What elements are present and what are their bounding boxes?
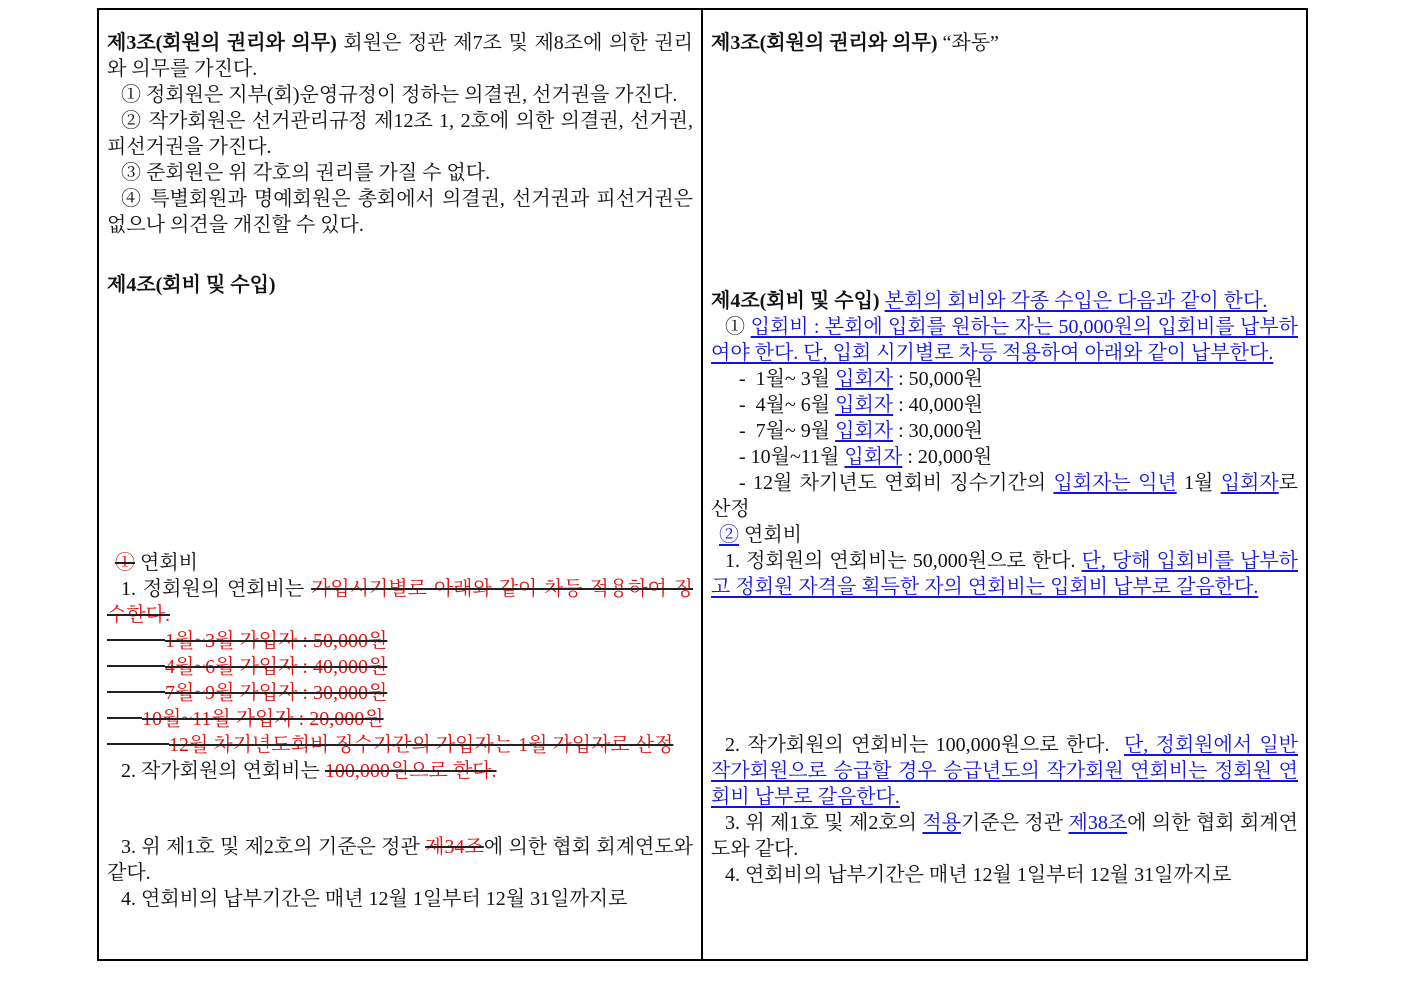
deleted-row-3	[107, 680, 693, 706]
old-article3-item2: ② 작가회원은 선거관리규정 제12조 1, 2호에 의한 의결권, 선거권, 피선거권을 가진다.	[107, 110, 693, 158]
new-item1-paragraph	[711, 548, 1298, 600]
deleted-row-5	[107, 732, 693, 758]
new-fee-row-2	[711, 392, 1298, 418]
new-item3-paragraph	[711, 810, 1298, 862]
new-fee-row-4	[711, 444, 1298, 470]
annual-fee-label: 연회비	[739, 524, 802, 546]
new-article3-paragraph	[711, 30, 1298, 56]
new-item3-inserted-word-2: 제38조	[1068, 812, 1128, 834]
new-item2-inserted-text: 단, 정회원에서 일반작가회원으로 승급할 경우 승급년도의 작가회원 연회비는 정회원 연회비 납부로 갈음한다.	[711, 734, 1299, 808]
old-item2-deleted-text: 100,000원으로 한다.	[324, 760, 497, 782]
old-article3-item3: ③ 준회원은 위 각호의 권리를 가질 수 없다.	[121, 162, 491, 184]
new-article4-inserted-text: 본회의 회비와 각종 수입은 다음과 같이 한다.	[884, 290, 1268, 312]
annual-fee-label: 연회비	[135, 552, 198, 574]
new-fee-row-3	[711, 418, 1298, 444]
new-entry-fee-marker: ①	[725, 316, 751, 338]
row-inserted-word-2: 입회자	[1220, 472, 1279, 494]
row-suffix: : 30,000원	[893, 420, 983, 442]
strike-lead-line	[107, 743, 169, 745]
row-inserted-word: 입회자는 익년	[1053, 472, 1177, 494]
new-item2-paragraph	[711, 732, 1298, 810]
old-article3-paragraph	[107, 30, 693, 82]
old-item3-suffix: 에 의한 협회 회계연도와 같다.	[107, 836, 694, 884]
row-middle: 1월	[1176, 472, 1221, 494]
old-item3-prefix: 3. 위 제1호 및 제2호의 기준은 정관	[121, 836, 426, 858]
new-item4-paragraph: 4. 연회비의 납부기간은 매년 12월 1일부터 12월 31일까지로	[725, 864, 1232, 886]
old-text-column	[99, 10, 703, 959]
revised-text-column	[703, 10, 1306, 959]
row-suffix: : 20,000원	[902, 446, 993, 468]
old-article4-title-paragraph	[107, 272, 693, 298]
old-item3-paragraph	[107, 834, 693, 886]
old-item3-deleted-text: 제34조	[425, 836, 484, 858]
row-inserted-word: 입회자	[844, 446, 903, 468]
new-item3-suffix: 에 의한 협회 회계연도와 같다.	[711, 812, 1298, 860]
new-annual-fee-heading	[711, 522, 1298, 548]
row-inserted-word: 입회자	[835, 420, 894, 442]
old-article3-title: 제3조(회원의 권리와 의무)	[107, 32, 337, 54]
old-article3-item1: ① 정회원은 지부(회)운영규정이 정하는 의결권, 선거권을 가진다.	[121, 84, 678, 106]
new-item2-prefix: 2. 작가회원의 연회비는 100,000원으로 한다.	[725, 734, 1124, 756]
deleted-row-text: 4월~6월 가입자 : 40,000원	[165, 656, 388, 678]
old-article3-item4: ④ 특별회원과 명예회원은 총회에서 의결권, 선거권과 피선거권은 없으나 의견을 개진할 수 있다.	[107, 188, 693, 236]
row-prefix: - 10월~11월	[739, 446, 845, 468]
old-article4-title: 제4조(회비 및 수입)	[107, 274, 276, 296]
row-inserted-word: 입회자	[835, 368, 894, 390]
old-item2-prefix: 2. 작가회원의 연회비는	[121, 760, 325, 782]
deleted-row-text: 7월~9월 가입자 : 30,000원	[165, 682, 388, 704]
deleted-row-text: 10월~11월 가입자 : 20,000원	[142, 708, 384, 730]
strike-lead-line	[107, 691, 165, 693]
old-item1-paragraph	[107, 576, 693, 628]
new-entry-fee-paragraph	[711, 314, 1298, 366]
row-suffix: : 40,000원	[893, 394, 983, 416]
row-suffix: : 50,000원	[893, 368, 983, 390]
new-article4-title-paragraph	[711, 288, 1298, 314]
old-item1-deleted-text: 가입시기별로 아래와 같이 차등 적용하여 징수한다.	[107, 578, 693, 626]
new-item1-inserted-text: 단, 당해 입회비를 납부하고 정회원 자격을 획득한 자의 연회비는 입회비 납부로 갈음한다.	[711, 550, 1298, 598]
deleted-row-text: 12월 차기년도회비 징수기간의 가입자는 1월 가입자로 산정	[169, 734, 674, 756]
row-prefix: - 12월 차기년도 연회비 징수기간의	[739, 472, 1054, 494]
row-prefix: - 7월~ 9월	[739, 420, 836, 442]
strike-lead-line	[107, 717, 142, 719]
new-item1-prefix: 1. 정회원의 연회비는 50,000원으로 한다.	[725, 550, 1082, 572]
deleted-row-4	[107, 706, 693, 732]
new-item3-middle: 기준은 정관	[961, 812, 1069, 834]
old-item4-paragraph: 4. 연회비의 납부기간은 매년 12월 1일부터 12월 31일까지로	[121, 888, 628, 910]
row-suffix: 로 산정	[711, 472, 1298, 520]
old-annual-fee-heading	[107, 550, 693, 576]
new-entry-fee-inserted-text: 입회비 : 본회에 입회를 원하는 자는 50,000원의 입회비를 납부하여야 한다. 단, 입회 시기별로 차등 적용하여 아래와 같이 납부한다.	[711, 316, 1299, 364]
deleted-marker: ①	[115, 552, 135, 574]
new-article3-same-as-left: “좌동”	[937, 32, 999, 54]
inserted-marker: ②	[719, 524, 739, 546]
old-item1-prefix: 1. 정회원의 연회비는	[121, 578, 312, 600]
row-prefix: - 4월~ 6월	[739, 394, 836, 416]
old-article3-body: 회원은 정관 제7조 및 제8조에 의한 권리와 의무를 가진다.	[107, 32, 693, 80]
old-item2-paragraph	[107, 758, 693, 784]
deleted-row-2	[107, 654, 693, 680]
strike-lead-line	[107, 639, 165, 641]
regulation-comparison-table	[97, 8, 1308, 961]
row-inserted-word: 입회자	[835, 394, 894, 416]
new-fee-row-1	[711, 366, 1298, 392]
new-fee-row-5	[711, 470, 1298, 522]
new-article4-title: 제4조(회비 및 수입)	[711, 290, 885, 312]
deleted-row-text: 1월~3월 가입자 : 50,000원	[165, 630, 388, 652]
new-article3-title: 제3조(회원의 권리와 의무)	[711, 32, 938, 54]
new-item3-inserted-word-1: 적용	[922, 812, 962, 834]
row-prefix: - 1월~ 3월	[739, 368, 836, 390]
new-item3-prefix: 3. 위 제1호 및 제2호의	[725, 812, 923, 834]
deleted-row-1	[107, 628, 693, 654]
strike-lead-line	[107, 665, 165, 667]
